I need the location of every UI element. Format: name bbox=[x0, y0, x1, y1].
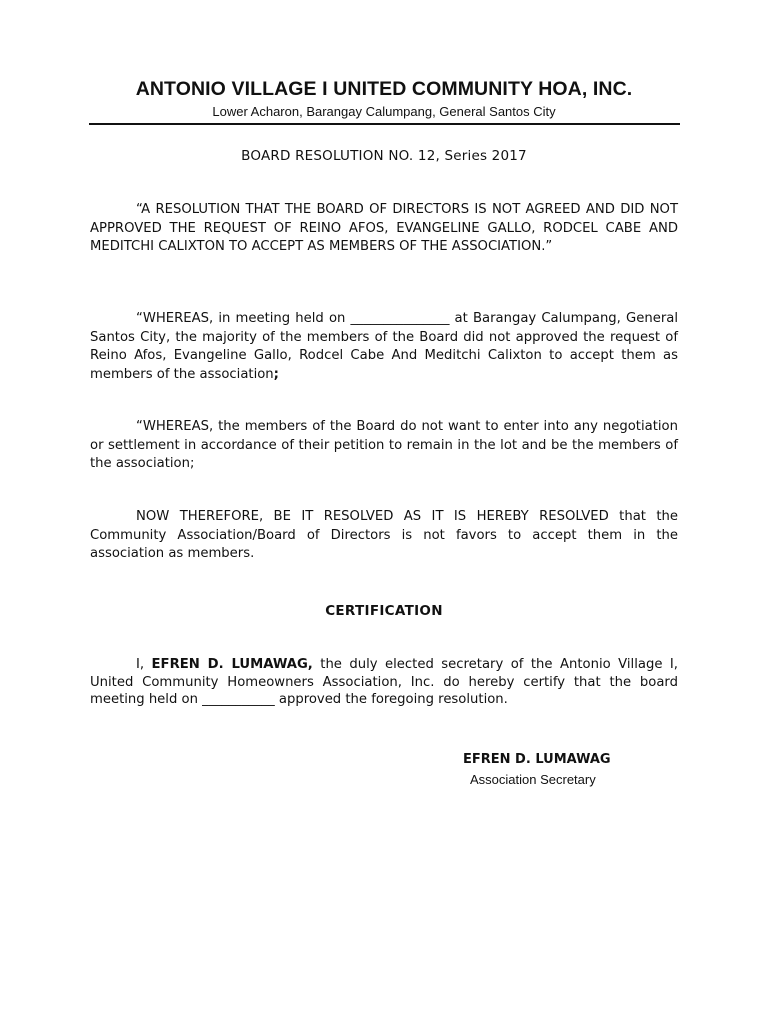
organization-name: ANTONIO VILLAGE I UNITED COMMUNITY HOA, INC. bbox=[135, 78, 633, 100]
header-divider bbox=[89, 123, 680, 125]
signatory-name: EFREN D. LUMAWAG bbox=[463, 752, 611, 767]
whereas-paragraph-2 bbox=[90, 418, 678, 474]
certifier-name: EFREN D. LUMAWAG, bbox=[151, 657, 313, 672]
resolved-text: NOW THEREFORE, BE IT RESOLVED AS IT IS HEREBY RESOLVED that the Community Association/Board of Directors is not favors to accept them in the association as members. bbox=[90, 509, 678, 562]
resolved-paragraph bbox=[90, 508, 678, 564]
resolution-statement: “A RESOLUTION THAT THE BOARD OF DIRECTORS IS NOT AGREED AND DID NOT APPROVED THE REQUEST OF REINO AFOS, EVANGELINE GALLO, RODCEL CABE AND MEDITCHI CALIXTON TO ACCEPT AS MEMBERS OF THE ASSOCIATION.” bbox=[90, 202, 678, 255]
certification-body: the duly elected secretary of the Antonio Village I, United Community Homeowners Association, Inc. do hereby certify that the board meeting held on ___________ approved the foregoing resolution. bbox=[90, 657, 678, 707]
whereas-text-2: “WHEREAS, the members of the Board do not want to enter into any negotiation or settlement in accordance of their petition to remain in the lot and be the members of the association; bbox=[90, 419, 678, 472]
whereas-text-1: “WHEREAS, in meeting held on _______________ at Barangay Calumpang, General Santos City, the majority of the members of the Board did not approved the request of Reino Afos, Evangeline Gallo, Rodcel Cabe And Meditchi Calixton to accept them as members of the association bbox=[90, 311, 678, 382]
whereas-text-1-terminator: ; bbox=[273, 366, 279, 382]
whereas-paragraph-1 bbox=[90, 310, 678, 384]
signatory-title: Association Secretary bbox=[470, 772, 596, 787]
resolution-title: BOARD RESOLUTION NO. 12, Series 2017 bbox=[241, 148, 527, 164]
certification-title: CERTIFICATION bbox=[325, 603, 443, 619]
certification-paragraph bbox=[90, 656, 678, 709]
resolution-statement-paragraph bbox=[90, 201, 678, 257]
organization-address: Lower Acharon, Barangay Calumpang, General Santos City bbox=[212, 104, 556, 119]
certification-lead: I, bbox=[136, 657, 152, 672]
